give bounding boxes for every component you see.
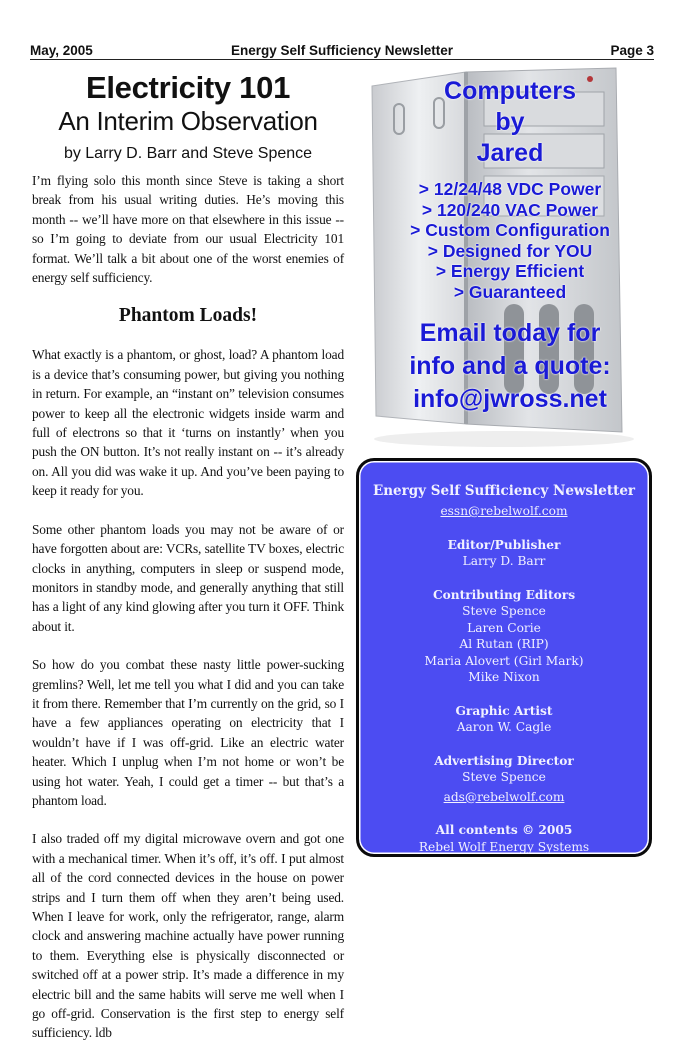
intro-paragraph: I’m flying solo this month since Steve is taking a short break from his usual writing duties. He’s moving this month -- we’ll have more on that elsewhere in this issue -- so I’m going to deviate from our usual Electricity 101 format. We’ll talk a bit about one of the worst enemies of energy self sufficiency. xyxy=(32,173,344,286)
ad-text xyxy=(364,64,656,416)
ad-cta: info and a quote: xyxy=(409,352,611,380)
editor-heading: Editor/Publisher xyxy=(447,537,561,552)
page-header xyxy=(30,41,654,60)
body-paragraph: Some other phantom loads you may not be aware of or have forgotten about are: VCRs, satellite TV boxes, electric clocks in anything, computers in sleep or suspend mode, monitors in standby mode, and generally anything that still has a light of any kind glowing after you turn it OFF. Think about it. xyxy=(32,521,344,634)
artist-name: Aaron W. Cagle xyxy=(456,720,552,734)
ad-cta: Email today for xyxy=(419,319,601,347)
newsletter-masthead-box xyxy=(356,458,652,857)
article-title: Electricity 101 xyxy=(85,70,291,105)
ad-feature: > Energy Efficient xyxy=(435,261,585,281)
contributors-heading: Contributing Editors xyxy=(432,587,576,602)
page-number: Page 3 xyxy=(610,43,654,58)
body-paragraph: I also traded off my digital microwave overn and got one with a mechanical timer. When it’s off, it’s off. I put almost all of the cord connected devices in the house on power strips and I turn them off when they aren’t being used. When I leave for work, only the refrigerator, range, alarm clock and answering machine actually have power running to them. Everything else is physically disconnected or switched off at a power strip. It’s made a difference in my electric bill and the same habits will serve me well when I go off-grid. Conservation is the first step to energy self sufficiency. ldb xyxy=(32,831,344,1041)
contributor-name: Laren Corie xyxy=(467,620,541,635)
ad-feature: > 120/240 VAC Power xyxy=(421,199,599,220)
ad-feature: > Custom Configuration xyxy=(410,220,610,240)
ad-email-link[interactable]: info@jwross.net xyxy=(413,385,607,413)
article xyxy=(32,70,344,1062)
contributor-name: Maria Alovert (Girl Mark) xyxy=(424,653,584,668)
publication-name: Energy Self Sufficiency Newsletter xyxy=(230,43,454,58)
editor-name: Larry D. Barr xyxy=(462,554,546,568)
issue-date: May, 2005 xyxy=(30,43,93,58)
artist-heading: Graphic Artist xyxy=(455,703,553,718)
advertising-email-link[interactable]: ads@rebelwolf.com xyxy=(443,789,565,804)
contributor-name: Mike Nixon xyxy=(468,670,540,684)
body-paragraph: What exactly is a phantom, or ghost, load? A phantom load is a device that’s consuming power, but giving you nothing in return. For example, an “instant on” television consumes power to keep all the electronic widgets inside warm and full of electrons so that it ‘turns on instantly’ when you push the ON button. It’s not really instant on -- it’s already on. All you did was wake it up. And you’ve been paying to keep it ready for you. xyxy=(32,347,344,499)
ad-headline: by xyxy=(495,108,525,136)
masthead-title: Energy Self Sufficiency Newsletter xyxy=(372,483,636,499)
contributor-name: Al Rutan (RIP) xyxy=(459,637,549,651)
ad-feature: > Guaranteed xyxy=(453,281,567,302)
article-byline: by Larry D. Barr and Steve Spence xyxy=(63,145,313,162)
copyright-heading: All contents © 2005 xyxy=(435,823,573,837)
advertising-director-name: Steve Spence xyxy=(462,770,546,784)
body-paragraph: So how do you combat these nasty little power-sucking gremlins? Well, let me tell you what I did and you can take it from there. Remember that I’m currently on the grid, so I have a few appliances operating on electricity that I wouldn’t have if I was off-grid. Like an electric water heater. Which I unplug when I’m not home or won’t be using hot water. Yeah, I could get a timer -- but that’s a phantom load. xyxy=(32,657,344,808)
advertising-heading: Advertising Director xyxy=(434,753,574,768)
ad-headline: Jared xyxy=(476,139,544,167)
ad-feature: > 12/24/48 VDC Power xyxy=(418,179,602,199)
article-subtitle: An Interim Observation xyxy=(58,106,318,136)
ad-feature: > Designed for YOU xyxy=(427,240,593,261)
copyright-owner: Rebel Wolf Energy Systems xyxy=(418,839,590,854)
newsletter-email-link[interactable]: essn@rebelwolf.com xyxy=(440,504,568,518)
ad-headline: Computers xyxy=(444,77,576,105)
computers-by-jared-ad xyxy=(364,64,656,452)
section-heading: Phantom Loads! xyxy=(118,305,258,327)
contributor-name: Steve Spence xyxy=(462,604,546,618)
